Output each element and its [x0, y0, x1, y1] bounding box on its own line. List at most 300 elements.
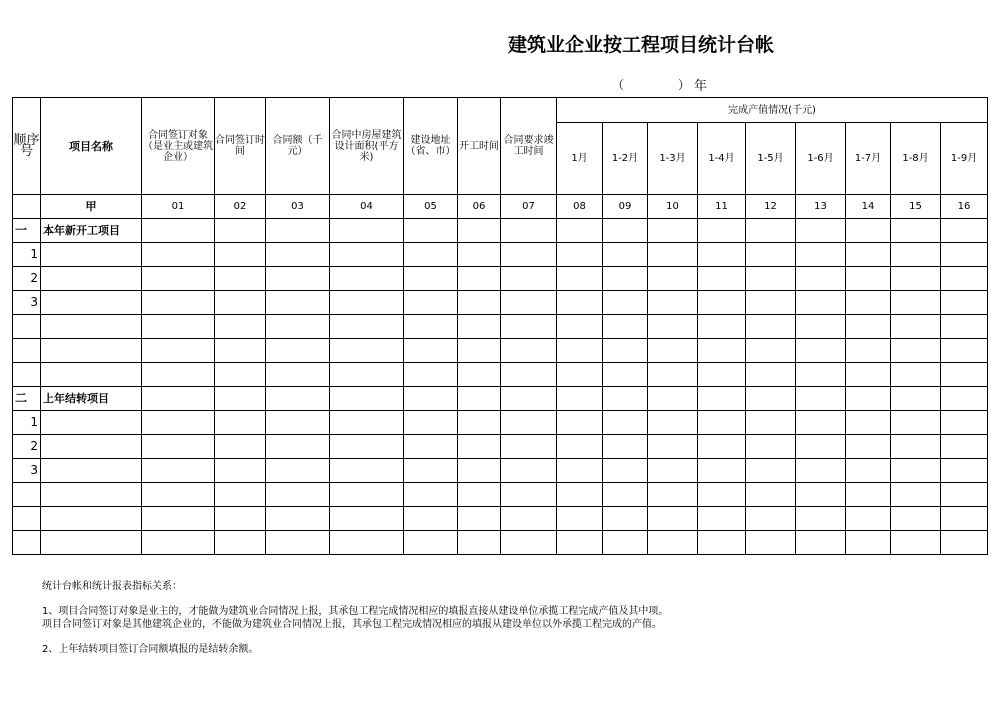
- table-cell[interactable]: [846, 507, 891, 531]
- table-row: [13, 339, 988, 363]
- notes-block: [42, 580, 668, 656]
- table-cell[interactable]: [941, 291, 988, 315]
- table-cell[interactable]: [330, 411, 404, 435]
- table-cell[interactable]: [698, 363, 746, 387]
- table-cell[interactable]: [603, 339, 648, 363]
- table-cell[interactable]: [891, 435, 941, 459]
- table-cell[interactable]: [746, 339, 796, 363]
- table-cell[interactable]: [698, 339, 746, 363]
- table-cell[interactable]: [648, 243, 698, 267]
- table-cell[interactable]: [501, 507, 557, 531]
- table-cell[interactable]: [557, 411, 603, 435]
- table-cell[interactable]: [215, 267, 266, 291]
- table-cell[interactable]: [330, 483, 404, 507]
- table-cell[interactable]: [796, 315, 846, 339]
- table-cell[interactable]: [796, 267, 846, 291]
- table-cell[interactable]: [501, 267, 557, 291]
- table-cell[interactable]: [501, 291, 557, 315]
- table-cell[interactable]: [41, 435, 142, 459]
- table-cell[interactable]: [941, 483, 988, 507]
- table-cell[interactable]: [648, 531, 698, 555]
- table-cell[interactable]: [846, 435, 891, 459]
- table-cell[interactable]: [648, 459, 698, 483]
- table-cell[interactable]: [603, 531, 648, 555]
- table-cell[interactable]: [648, 363, 698, 387]
- table-cell[interactable]: [215, 219, 266, 243]
- table-cell[interactable]: [698, 411, 746, 435]
- table-cell[interactable]: [404, 243, 458, 267]
- table-cell[interactable]: [215, 243, 266, 267]
- table-cell[interactable]: [846, 363, 891, 387]
- table-cell[interactable]: [41, 507, 142, 531]
- row-number: 2: [13, 267, 41, 291]
- table-cell[interactable]: [266, 483, 330, 507]
- table-cell[interactable]: [330, 219, 404, 243]
- header-month: 1-3月: [648, 123, 698, 195]
- header-sign-time: 合同签订时间: [215, 98, 266, 195]
- table-cell[interactable]: [215, 459, 266, 483]
- table-cell[interactable]: [891, 339, 941, 363]
- table-cell[interactable]: [458, 435, 501, 459]
- table-cell[interactable]: [891, 411, 941, 435]
- table-cell[interactable]: [603, 387, 648, 411]
- table-cell[interactable]: [557, 219, 603, 243]
- table-cell[interactable]: [891, 363, 941, 387]
- code-cell: 02: [215, 195, 266, 219]
- table-cell[interactable]: [648, 291, 698, 315]
- table-cell[interactable]: [941, 459, 988, 483]
- header-start-time: 开工时间: [458, 98, 501, 195]
- table-cell[interactable]: [404, 459, 458, 483]
- table-row: [13, 411, 988, 435]
- table-cell[interactable]: [746, 531, 796, 555]
- table-cell[interactable]: [648, 483, 698, 507]
- table-cell[interactable]: [698, 291, 746, 315]
- table-cell[interactable]: [41, 483, 142, 507]
- table-cell[interactable]: [698, 315, 746, 339]
- table-cell[interactable]: [142, 291, 215, 315]
- table-cell[interactable]: [846, 459, 891, 483]
- table-cell[interactable]: [891, 219, 941, 243]
- table-cell[interactable]: [501, 387, 557, 411]
- code-cell: 10: [648, 195, 698, 219]
- table-row: [13, 507, 988, 531]
- table-cell[interactable]: [142, 435, 215, 459]
- header-month: 1月: [557, 123, 603, 195]
- table-cell[interactable]: [215, 435, 266, 459]
- header-seq: 顺序号: [13, 98, 41, 195]
- code-cell: 07: [501, 195, 557, 219]
- code-cell: 12: [746, 195, 796, 219]
- table-cell[interactable]: [846, 243, 891, 267]
- table-cell[interactable]: [846, 483, 891, 507]
- table-cell[interactable]: [891, 507, 941, 531]
- code-cell: 11: [698, 195, 746, 219]
- table-cell[interactable]: [404, 507, 458, 531]
- table-cell[interactable]: [698, 531, 746, 555]
- table-cell[interactable]: [404, 387, 458, 411]
- table-cell[interactable]: [746, 435, 796, 459]
- table-cell[interactable]: [603, 363, 648, 387]
- row-number: [13, 483, 41, 507]
- table-cell[interactable]: [266, 459, 330, 483]
- table-cell[interactable]: [891, 459, 941, 483]
- table-cell[interactable]: [846, 315, 891, 339]
- table-cell[interactable]: [330, 339, 404, 363]
- table-cell[interactable]: [142, 531, 215, 555]
- table-cell[interactable]: [746, 267, 796, 291]
- header-contract-party: 合同签订对象（是业主或建筑企业）: [142, 98, 215, 195]
- table-cell[interactable]: [746, 483, 796, 507]
- table-cell[interactable]: [501, 243, 557, 267]
- table-cell[interactable]: [142, 507, 215, 531]
- table-cell[interactable]: [458, 291, 501, 315]
- table-cell[interactable]: [941, 507, 988, 531]
- table-cell[interactable]: [330, 507, 404, 531]
- table-cell[interactable]: [404, 411, 458, 435]
- table-cell[interactable]: [458, 411, 501, 435]
- ledger-table: [12, 97, 988, 555]
- table-cell[interactable]: [796, 411, 846, 435]
- table-cell[interactable]: [941, 339, 988, 363]
- table-cell[interactable]: [330, 387, 404, 411]
- table-cell[interactable]: [458, 531, 501, 555]
- table-cell[interactable]: [941, 363, 988, 387]
- table-cell[interactable]: [458, 315, 501, 339]
- table-cell[interactable]: [796, 363, 846, 387]
- table-cell[interactable]: [941, 411, 988, 435]
- table-cell[interactable]: [746, 459, 796, 483]
- code-cell: 04: [330, 195, 404, 219]
- table-cell[interactable]: [796, 531, 846, 555]
- code-cell: 01: [142, 195, 215, 219]
- row-number: 3: [13, 291, 41, 315]
- table-cell[interactable]: [266, 219, 330, 243]
- row-number: 1: [13, 243, 41, 267]
- table-cell[interactable]: [215, 411, 266, 435]
- table-cell[interactable]: [142, 243, 215, 267]
- table-cell[interactable]: [330, 459, 404, 483]
- header-month: 1-9月: [941, 123, 988, 195]
- table-cell[interactable]: [891, 315, 941, 339]
- table-cell[interactable]: [746, 219, 796, 243]
- table-cell[interactable]: [891, 387, 941, 411]
- table-cell[interactable]: [698, 507, 746, 531]
- table-row: [13, 459, 988, 483]
- header-month: 1-2月: [603, 123, 648, 195]
- table-cell[interactable]: [330, 315, 404, 339]
- section-label: 本年新开工项目: [41, 219, 142, 243]
- table-cell[interactable]: [941, 267, 988, 291]
- table-row: [13, 291, 988, 315]
- table-cell[interactable]: [846, 339, 891, 363]
- table-cell[interactable]: [557, 507, 603, 531]
- table-row: [13, 243, 988, 267]
- table-cell[interactable]: [41, 339, 142, 363]
- table-cell[interactable]: [458, 507, 501, 531]
- table-cell[interactable]: [603, 219, 648, 243]
- row-number: 3: [13, 459, 41, 483]
- table-cell[interactable]: [648, 435, 698, 459]
- table-cell[interactable]: [603, 435, 648, 459]
- table-cell[interactable]: [796, 339, 846, 363]
- table-cell[interactable]: [746, 411, 796, 435]
- table-cell[interactable]: [746, 387, 796, 411]
- table-cell[interactable]: [648, 267, 698, 291]
- table-row: [13, 435, 988, 459]
- table-cell[interactable]: [458, 363, 501, 387]
- table-cell[interactable]: [142, 483, 215, 507]
- row-number: [13, 339, 41, 363]
- table-cell[interactable]: [404, 339, 458, 363]
- table-cell[interactable]: [404, 483, 458, 507]
- table-cell[interactable]: [501, 339, 557, 363]
- table-cell[interactable]: [891, 267, 941, 291]
- table-cell[interactable]: [501, 531, 557, 555]
- code-cell: 14: [846, 195, 891, 219]
- table-cell[interactable]: [501, 315, 557, 339]
- table-cell[interactable]: [557, 387, 603, 411]
- table-cell[interactable]: [215, 387, 266, 411]
- table-row: [13, 315, 988, 339]
- table-cell[interactable]: [603, 411, 648, 435]
- table-cell[interactable]: [458, 219, 501, 243]
- table-cell[interactable]: [266, 531, 330, 555]
- table-cell[interactable]: [330, 531, 404, 555]
- table-cell[interactable]: [796, 483, 846, 507]
- header-project-name: 项目名称: [41, 98, 142, 195]
- table-cell[interactable]: [796, 387, 846, 411]
- table-cell[interactable]: [648, 507, 698, 531]
- table-cell[interactable]: [846, 267, 891, 291]
- table-cell[interactable]: [746, 507, 796, 531]
- table-cell[interactable]: [603, 267, 648, 291]
- table-cell[interactable]: [404, 219, 458, 243]
- table-row: [13, 531, 988, 555]
- table-cell[interactable]: [698, 387, 746, 411]
- row-number: 2: [13, 435, 41, 459]
- table-cell[interactable]: [603, 315, 648, 339]
- table-cell[interactable]: [603, 243, 648, 267]
- title-text: 建筑业企业按工程项目统计台帐: [508, 34, 775, 56]
- table-cell[interactable]: [796, 291, 846, 315]
- table-cell[interactable]: [142, 339, 215, 363]
- table-row: [13, 363, 988, 387]
- table-cell[interactable]: [698, 267, 746, 291]
- table-cell[interactable]: [266, 291, 330, 315]
- table-cell[interactable]: [846, 387, 891, 411]
- table-cell[interactable]: [746, 243, 796, 267]
- section-header-row: [13, 219, 988, 243]
- table-cell[interactable]: [266, 435, 330, 459]
- table-cell[interactable]: [501, 363, 557, 387]
- table-cell[interactable]: [41, 363, 142, 387]
- table-cell[interactable]: [142, 219, 215, 243]
- note-1-line-2: 项目合同签订对象是其他建筑企业的，不能做为建筑业合同情况上报，其承包工程完成情况相应的填报从建设单位以外承揽工程完成的产值。: [42, 619, 662, 630]
- table-cell[interactable]: [557, 459, 603, 483]
- table-cell[interactable]: [41, 267, 142, 291]
- table-cell[interactable]: [557, 339, 603, 363]
- table-cell[interactable]: [796, 243, 846, 267]
- table-cell[interactable]: [458, 483, 501, 507]
- table-cell[interactable]: [330, 363, 404, 387]
- table-cell[interactable]: [557, 267, 603, 291]
- row-number: [13, 315, 41, 339]
- table-cell[interactable]: [266, 315, 330, 339]
- table-cell[interactable]: [404, 531, 458, 555]
- table-cell[interactable]: [557, 363, 603, 387]
- table-cell[interactable]: [796, 435, 846, 459]
- table-cell[interactable]: [266, 411, 330, 435]
- table-cell[interactable]: [846, 411, 891, 435]
- code-cell: 05: [404, 195, 458, 219]
- table-cell[interactable]: [746, 291, 796, 315]
- table-cell[interactable]: [404, 267, 458, 291]
- table-cell[interactable]: [458, 459, 501, 483]
- table-cell[interactable]: [142, 411, 215, 435]
- table-cell[interactable]: [501, 459, 557, 483]
- code-cell-blank: [13, 195, 41, 219]
- table-cell[interactable]: [458, 339, 501, 363]
- table-cell[interactable]: [404, 363, 458, 387]
- table-cell[interactable]: [501, 435, 557, 459]
- table-cell[interactable]: [891, 531, 941, 555]
- code-cell: 甲: [41, 195, 142, 219]
- table-cell[interactable]: [215, 507, 266, 531]
- table-cell[interactable]: [330, 435, 404, 459]
- table-cell[interactable]: [698, 435, 746, 459]
- row-number: [13, 507, 41, 531]
- table-cell[interactable]: [266, 507, 330, 531]
- table-cell[interactable]: [846, 291, 891, 315]
- table-cell[interactable]: [41, 411, 142, 435]
- table-cell[interactable]: [142, 387, 215, 411]
- table-cell[interactable]: [941, 219, 988, 243]
- table-cell[interactable]: [266, 243, 330, 267]
- table-cell[interactable]: [746, 315, 796, 339]
- table-cell[interactable]: [891, 243, 941, 267]
- table-cell[interactable]: [557, 291, 603, 315]
- table-cell[interactable]: [215, 363, 266, 387]
- table-cell[interactable]: [501, 483, 557, 507]
- section-seq: 二: [13, 387, 41, 411]
- note-2: 2、上年结转项目签订合同额填报的是结转余额。: [42, 644, 259, 655]
- ledger-body: [13, 219, 988, 555]
- table-cell[interactable]: [846, 219, 891, 243]
- table-cell[interactable]: [557, 315, 603, 339]
- header-month: 1-6月: [796, 123, 846, 195]
- table-cell[interactable]: [266, 339, 330, 363]
- table-cell[interactable]: [41, 243, 142, 267]
- table-cell[interactable]: [698, 459, 746, 483]
- table-cell[interactable]: [215, 531, 266, 555]
- table-cell[interactable]: [941, 435, 988, 459]
- header-month: 1-7月: [846, 123, 891, 195]
- table-cell[interactable]: [603, 483, 648, 507]
- table-cell[interactable]: [698, 483, 746, 507]
- table-cell[interactable]: [458, 387, 501, 411]
- year-paren-close: ）: [678, 78, 691, 92]
- table-cell[interactable]: [603, 459, 648, 483]
- table-cell[interactable]: [330, 243, 404, 267]
- table-cell[interactable]: [458, 267, 501, 291]
- table-cell[interactable]: [142, 363, 215, 387]
- header-output-group: 完成产值情况(千元): [557, 98, 988, 123]
- section-seq: 一: [13, 219, 41, 243]
- table-cell[interactable]: [215, 315, 266, 339]
- table-cell[interactable]: [796, 459, 846, 483]
- table-cell[interactable]: [941, 531, 988, 555]
- table-cell[interactable]: [796, 507, 846, 531]
- table-cell[interactable]: [458, 243, 501, 267]
- table-cell[interactable]: [603, 291, 648, 315]
- table-cell[interactable]: [648, 315, 698, 339]
- table-cell[interactable]: [215, 291, 266, 315]
- table-cell[interactable]: [746, 363, 796, 387]
- table-cell[interactable]: [557, 243, 603, 267]
- table-cell[interactable]: [941, 387, 988, 411]
- table-cell[interactable]: [404, 291, 458, 315]
- row-number: 1: [13, 411, 41, 435]
- table-cell[interactable]: [557, 531, 603, 555]
- table-cell[interactable]: [648, 387, 698, 411]
- table-cell[interactable]: [648, 411, 698, 435]
- table-cell[interactable]: [941, 243, 988, 267]
- table-cell[interactable]: [41, 531, 142, 555]
- table-cell[interactable]: [404, 435, 458, 459]
- table-cell[interactable]: [142, 315, 215, 339]
- note-1-line-1: 1、项目合同签订对象是业主的，才能做为建筑业合同情况上报，其承包工程完成情况相应的填报直接从建设单位承揽工程完成产值及其中项。: [42, 606, 669, 617]
- header-month: 1-4月: [698, 123, 746, 195]
- row-number: [13, 531, 41, 555]
- table-cell[interactable]: [846, 531, 891, 555]
- table-cell[interactable]: [142, 267, 215, 291]
- table-cell[interactable]: [266, 267, 330, 291]
- table-cell[interactable]: [330, 291, 404, 315]
- table-cell[interactable]: [891, 291, 941, 315]
- section-label: 上年结转项目: [41, 387, 142, 411]
- table-cell[interactable]: [501, 219, 557, 243]
- table-cell[interactable]: [41, 315, 142, 339]
- table-cell[interactable]: [215, 483, 266, 507]
- table-row: [13, 267, 988, 291]
- table-cell[interactable]: [501, 411, 557, 435]
- table-cell[interactable]: [404, 315, 458, 339]
- table-cell[interactable]: [215, 339, 266, 363]
- table-cell[interactable]: [698, 243, 746, 267]
- year-label: 年: [694, 79, 708, 94]
- table-cell[interactable]: [557, 435, 603, 459]
- table-cell[interactable]: [941, 315, 988, 339]
- table-cell[interactable]: [266, 363, 330, 387]
- table-cell[interactable]: [648, 219, 698, 243]
- year-paren-open: （: [612, 78, 625, 92]
- table-row: [13, 483, 988, 507]
- table-cell[interactable]: [891, 483, 941, 507]
- table-cell[interactable]: [330, 267, 404, 291]
- header-month: 1-8月: [891, 123, 941, 195]
- table-cell[interactable]: [142, 459, 215, 483]
- table-cell[interactable]: [557, 483, 603, 507]
- section-header-row: [13, 387, 988, 411]
- table-cell[interactable]: [603, 507, 648, 531]
- table-cell[interactable]: [266, 387, 330, 411]
- table-cell[interactable]: [698, 219, 746, 243]
- table-cell[interactable]: [796, 219, 846, 243]
- table-cell[interactable]: [41, 459, 142, 483]
- table-cell[interactable]: [41, 291, 142, 315]
- table-cell[interactable]: [648, 339, 698, 363]
